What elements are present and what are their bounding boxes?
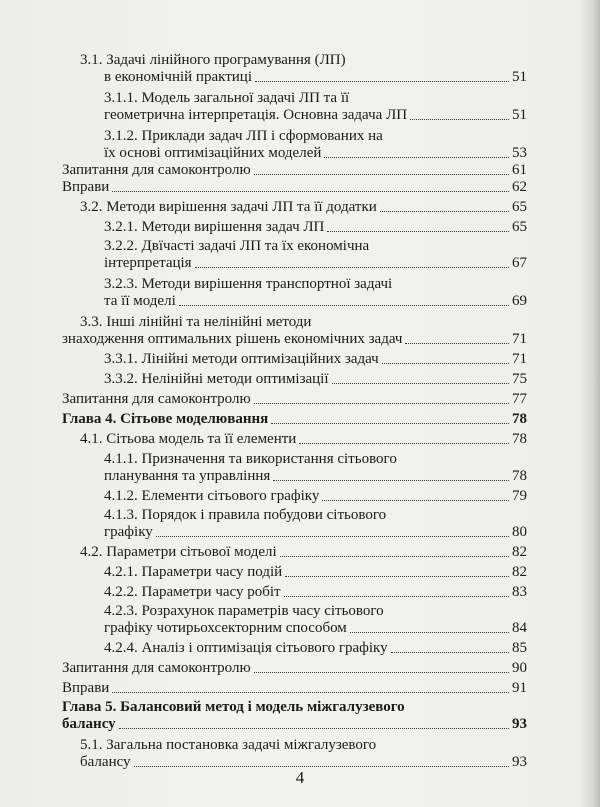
toc-entry-title: знаходження оптимальних рішень економічних задач	[62, 331, 403, 347]
toc-entry-title: інтерпретація	[104, 255, 192, 271]
toc-entry	[62, 390, 527, 408]
toc-entry-title: 3.3. Інші лінійні та нелінійні методи	[80, 314, 312, 330]
toc-entry	[104, 467, 527, 485]
toc-entry	[80, 543, 527, 561]
toc-entry-page: 78	[512, 411, 527, 427]
toc-entry-page: 82	[512, 544, 527, 560]
page-number: 4	[295, 768, 305, 787]
toc-entry-title: Глава 4. Сітьове моделювання	[62, 411, 269, 427]
dot-leader	[195, 267, 509, 268]
toc-entry-page: 71	[512, 331, 527, 347]
toc-entry	[104, 487, 527, 505]
toc-entry-page: 79	[512, 488, 527, 504]
dot-leader	[134, 766, 509, 767]
toc-entry	[104, 292, 527, 310]
toc-entry-page: 51	[512, 69, 527, 85]
toc-entry-page: 65	[512, 199, 527, 215]
toc-entry-page: 85	[512, 640, 527, 656]
toc-entry-page: 93	[512, 754, 527, 770]
toc-entry-page: 84	[512, 620, 527, 636]
toc-entry-page: 78	[512, 468, 527, 484]
toc-entry	[104, 68, 527, 86]
toc-entry-title: 3.2.1. Методи вирішення задач ЛП	[104, 219, 325, 235]
toc-entry-title: 4.1.1. Призначення та використання сітьового	[104, 451, 397, 467]
dot-leader	[112, 191, 509, 192]
toc-entry-title: та її моделі	[104, 293, 176, 309]
dot-leader	[255, 81, 509, 82]
page-edge-shadow	[578, 0, 600, 807]
toc-entry	[104, 563, 527, 581]
toc-entry-title: балансу	[62, 716, 116, 732]
toc-entry-page: 91	[512, 680, 527, 696]
dot-leader	[322, 500, 509, 501]
toc-entry-title: Запитання для самоконтролю	[62, 391, 251, 407]
toc-entry	[62, 698, 405, 716]
toc-entry	[104, 619, 527, 637]
toc-entry-title: геометрична інтерпретація. Основна задача ЛП	[104, 107, 408, 123]
toc-entry	[104, 127, 383, 145]
dot-leader	[299, 443, 509, 444]
dot-leader	[410, 119, 509, 120]
toc-entry-title: 3.1.1. Модель загальної задачі ЛП та її	[104, 90, 350, 106]
toc-entry	[104, 106, 527, 124]
toc-entry-title: 4.1.3. Порядок і правила побудови сітьового	[104, 507, 387, 523]
dot-leader	[284, 596, 509, 597]
toc-entry-page: 67	[512, 255, 527, 271]
toc-entry-page: 71	[512, 351, 527, 367]
toc-entry	[104, 350, 527, 368]
toc-entry-title: 3.3.2. Нелінійні методи оптимізації	[104, 371, 329, 387]
toc-entry	[104, 237, 369, 255]
toc-entry-title: 3.2.3. Методи вирішення транспортної задачі	[104, 276, 393, 292]
toc-entry-page: 83	[512, 584, 527, 600]
toc-entry-page: 75	[512, 371, 527, 387]
toc-entry-title: Вправи	[62, 179, 110, 195]
dot-leader	[285, 576, 509, 577]
toc-entry-title: Вправи	[62, 680, 110, 696]
dot-leader	[405, 343, 509, 344]
dot-leader	[350, 632, 509, 633]
toc-entry	[104, 254, 527, 272]
toc-entry-title: 3.1. Задачі лінійного програмування (ЛП)	[80, 52, 346, 68]
toc-entry-page: 69	[512, 293, 527, 309]
toc-entry-title: 4.2.4. Аналіз і оптимізація сітьового графіку	[104, 640, 388, 656]
toc-entry-title: планування та управління	[104, 468, 271, 484]
dot-leader	[179, 305, 509, 306]
toc-entry	[80, 736, 376, 754]
toc-entry	[80, 313, 311, 331]
toc-entry-title: 4.2.1. Параметри часу подій	[104, 564, 283, 580]
dot-leader	[327, 231, 509, 232]
dot-leader	[112, 692, 509, 693]
toc-entry	[104, 602, 384, 620]
toc-entry	[62, 161, 527, 179]
toc-entry-page: 61	[512, 162, 527, 178]
dot-leader	[254, 672, 509, 673]
toc-entry	[62, 410, 527, 428]
toc-entry-title: 4.2.3. Розрахунок параметрів часу сітьового	[104, 603, 384, 619]
toc-entry-title: балансу	[80, 754, 131, 770]
dot-leader	[271, 423, 509, 424]
dot-leader	[382, 363, 509, 364]
toc-entry	[62, 659, 527, 677]
toc-entry-page: 78	[512, 431, 527, 447]
dot-leader	[254, 403, 509, 404]
toc-entry	[104, 144, 527, 162]
toc-entry	[62, 715, 527, 733]
toc-entry-page: 77	[512, 391, 527, 407]
toc-entry-page: 53	[512, 145, 527, 161]
toc-entry-page: 90	[512, 660, 527, 676]
toc-entry-title: 3.1.2. Приклади задач ЛП і сформованих на	[104, 128, 383, 144]
toc-entry	[62, 178, 527, 196]
toc-entry-title: 4.1. Сітьова модель та її елементи	[80, 431, 297, 447]
toc-entry	[104, 218, 527, 236]
toc-entry-title: 3.3.1. Лінійні методи оптимізаційних задач	[104, 351, 379, 367]
toc-entry-title: Глава 5. Балансовий метод і модель міжгалузевого	[62, 699, 405, 715]
toc-entry	[104, 506, 386, 524]
toc-entry-title: їх основі оптимізаційних моделей	[104, 145, 322, 161]
toc-entry-title: 3.2. Методи вирішення задачі ЛП та її додатки	[80, 199, 377, 215]
toc-entry-title: 3.2.2. Двїчасті задачі ЛП та їх економічна	[104, 238, 370, 254]
toc-entry-title: Запитання для самоконтролю	[62, 162, 251, 178]
toc-entry	[80, 198, 527, 216]
toc-entry	[104, 450, 397, 468]
dot-leader	[280, 556, 509, 557]
toc-entry-title: 4.2. Параметри сітьової моделі	[80, 544, 277, 560]
dot-leader	[119, 728, 509, 729]
dot-leader	[332, 383, 509, 384]
toc-entry-title: в економічній практиці	[104, 69, 252, 85]
toc-entry	[104, 370, 527, 388]
toc-entry	[104, 275, 392, 293]
toc-entry-page: 65	[512, 219, 527, 235]
toc-entry	[80, 51, 346, 69]
dot-leader	[254, 174, 509, 175]
toc-entry	[62, 679, 527, 697]
toc-entry	[104, 583, 527, 601]
toc-entry-title: графіку	[104, 524, 153, 540]
toc-entry-page: 93	[512, 716, 527, 732]
toc-entry-title: 4.1.2. Елементи сітьового графіку	[104, 488, 320, 504]
toc-entry	[80, 430, 527, 448]
toc-entry-page: 82	[512, 564, 527, 580]
toc-entry	[104, 523, 527, 541]
dot-leader	[273, 480, 509, 481]
toc-entry-page: 51	[512, 107, 527, 123]
toc-entry	[62, 330, 527, 348]
dot-leader	[324, 157, 509, 158]
toc-entry-page: 62	[512, 179, 527, 195]
dot-leader	[156, 536, 509, 537]
dot-leader	[380, 211, 509, 212]
toc-entry	[104, 639, 527, 657]
toc-entry-title: графіку чотирьохсекторним способом	[104, 620, 347, 636]
toc-entry	[104, 89, 349, 107]
toc-entry-title: Запитання для самоконтролю	[62, 660, 251, 676]
toc-entry-title: 5.1. Загальна постановка задачі міжгалузевого	[80, 737, 377, 753]
toc-entry-page: 80	[512, 524, 527, 540]
dot-leader	[391, 652, 509, 653]
toc-entry-title: 4.2.2. Параметри часу робіт	[104, 584, 281, 600]
